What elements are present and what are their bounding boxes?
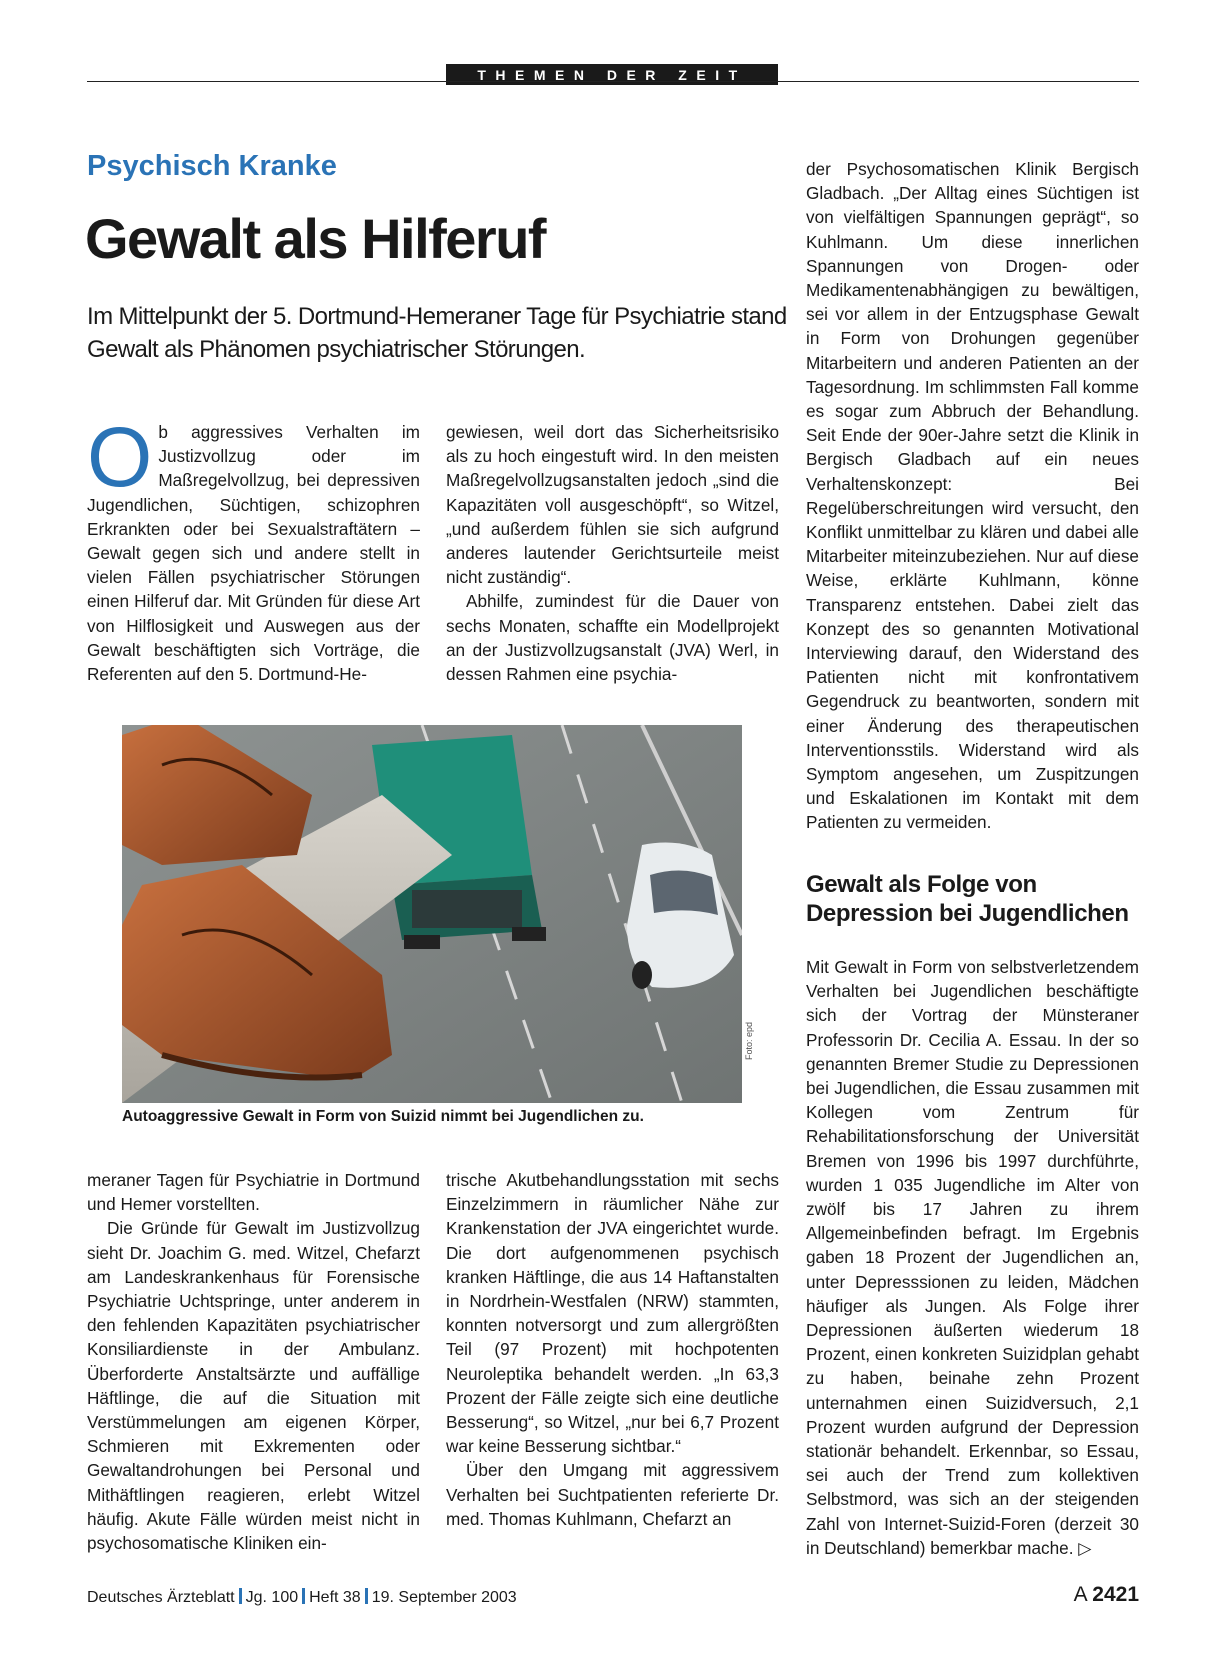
section-subhead: Gewalt als Folge von Depression bei Jugendlichen xyxy=(806,871,1129,927)
column-left-top xyxy=(87,410,420,686)
section-label: THEMEN DER ZEIT xyxy=(446,64,778,85)
photo-shoes-over-highway xyxy=(122,725,742,1103)
page-footer xyxy=(87,1588,517,1607)
column-right-bottom xyxy=(806,955,1139,1560)
journal-name: Deutsches Ärzteblatt xyxy=(87,1589,235,1606)
column-left-bottom xyxy=(87,1168,420,1555)
dropcap: O xyxy=(87,410,153,504)
body-paragraph: der Psychosomatischen Klinik Bergisch Gladbach. „Der Alltag eines Süchtigen ist von vielfältigen Spannungen geprägt“, so Kuhlmann. Um diese innerlichen Spannungen von Drogen- oder Medikamentenabhängigen zu bewältigen, sei vor allem in der Entzugsphase Gewalt in Form von Drohungen gegenüber Mitarbeitern und anderen Patienten an der Tagesordnung. Im schlimmsten Fall komme es sogar zum Abbruch der Behandlung. Seit Ende der 90er-Jahre setzt die Klinik in Bergisch Gladbach auf ein neues Verhaltenskonzept: Bei Regelüberschreitungen wird versucht, den Konflikt unmittelbar zu klären und dabei alle Mitarbeiter miteinzubeziehen. Nur auf diese Weise, erklärte Kuhlmann, könne Transparenz entstehen. Dabei zielt das Konzept des so genannten Motivational Interviewing darauf, den Widerstand des Patienten nicht mit konfrontativem Gegendruck zu beantworten, sondern mit einer Änderung des therapeutischen Interventionsstils. Widerstand wird als Symptom angesehen, um Zuspitzungen und Eskalationen im Kontakt mit dem Patienten zu vermeiden. xyxy=(806,159,1139,833)
article-photo xyxy=(122,725,742,1103)
page-prefix: A xyxy=(1073,1583,1087,1606)
header-rule xyxy=(87,81,1139,82)
column-right-top xyxy=(806,157,1139,835)
journal-volume: Jg. 100 xyxy=(245,1589,299,1606)
journal-issue: Heft 38 xyxy=(309,1589,361,1606)
article-lede: Im Mittelpunkt der 5. Dortmund-Hemeraner Tage für Psychiatrie stand Gewalt als Phänomen psychiatrischer Störungen. xyxy=(87,303,787,363)
body-paragraph: Mit Gewalt in Form von selbstverletzendem Verhalten bei Jugendlichen beschäftigte sich der Vortrag der Münsteraner Professorin Dr. Cecilia A. Essau. In der so genannten Bremer Studie zu Depressionen bei Jugendlichen, die Essau zusammen mit Kollegen vom Zentrum für Rehabilitationsforschung der Universität Bremen von 1996 bis 1997 durchführte, wurden 1 035 Jugendliche im Alter von zwölf bis 17 Jahren zu ihrem Allgemeinbefinden befragt. Im Ergebnis gaben 18 Prozent der Jugendlichen an, unter Depresssionen zu leiden, Mädchen häufiger als Jungen. Als Folge ihrer Depressionen äußerten wiederum 18 Prozent, einen konkreten Suizidplan gehabt zu haben, beinahe zehn Prozent unternahmen einen Suizidversuch, 2,1 Prozent wurden aufgrund der Depression stationär behandelt. Erkennbar, so Essau, sei auch der Trend zum kollektiven Selbstmord, was sich an der steigenden Zahl von Internet-Suizid-Foren (derzeit 30 in Deutschland) bemerkbar mache. xyxy=(806,957,1139,1558)
column-middle-bottom xyxy=(446,1168,779,1531)
photo-caption: Autoaggressive Gewalt in Form von Suizid nimmt bei Jugendlichen zu. xyxy=(122,1108,644,1125)
article-kicker: Psychisch Kranke xyxy=(87,150,337,182)
body-paragraph: Die Gründe für Gewalt im Justizvollzug sieht Dr. Joachim G. med. Witzel, Chefarzt am Landeskrankenhaus für Forensische Psychiatrie Uchtspringe, unter anderem in den fehlenden Kapazitäten psychiatrischer Konsiliardienste in der Ambulanz. Überforderte Anstaltsärzte und auffällige Häftlinge, die auf die Situation mit Verstümmelungen am eigenen Körper, Schmieren mit Exkrementen oder Gewaltandrohungen bei Personal und Mithäftlingen reagieren, erlebt Witzel häufig. Akute Fälle würden meist nicht in psychosomatische Kliniken ein- xyxy=(87,1218,420,1554)
body-paragraph: trische Akutbehandlungsstation mit sechs Einzelzimmern in räumlicher Nähe zur Krankenstation der JVA eingerichtet wurde. Die dort aufgenommenen psychisch kranken Häftlinge, die aus 14 Haftanstalten in Nordrhein-Westfalen (NRW) stammten, konnten notversorgt und zum allergrößten Teil (97 Prozent) mit hochpotenten Neuroleptika behandelt werden. „In 63,3 Prozent der Fälle zeigte sich eine deutliche Besserung“, so Witzel, „nur bei 6,7 Prozent war keine Besserung sichtbar.“ xyxy=(446,1170,779,1457)
column-middle-top xyxy=(446,420,779,686)
page-number-value: 2421 xyxy=(1092,1583,1139,1606)
photo-credit: Foto: epd xyxy=(744,1021,754,1060)
body-paragraph: Abhilfe, zumindest für die Dauer von sechs Monaten, schaffte ein Modellprojekt an der Justizvollzugsanstalt (JVA) Werl, in dessen Rahmen eine psychia- xyxy=(446,591,779,685)
issue-date: 19. September 2003 xyxy=(371,1589,517,1606)
continue-arrow-icon: ▷ xyxy=(1078,1537,1092,1558)
footer-separator xyxy=(365,1588,368,1604)
body-text: b aggressives Verhalten im Justizvollzug oder im Maßregelvollzug, bei depressiven Jugendlichen, Süchtigen, schizophren Erkrankten oder bei Sexualstraftätern – Gewalt gegen sich und andere stellt in vielen Fällen psychiatrischer Störungen einen Hilferuf dar. Mit Gründen für diese Art von Hilflosigkeit und Auswegen aus der Gewalt beschäftigten sich Vorträge, die Referenten auf den 5. Dortmund-He- xyxy=(87,422,420,685)
footer-separator xyxy=(239,1588,242,1604)
body-paragraph: gewiesen, weil dort das Sicherheitsrisiko als zu hoch eingestuft wird. In den meisten Maßregelvollzugsanstalten jedoch „sind die Kapazitäten voll ausgeschöpft“, so Witzel, „und außerdem fühlen sie sich aufgrund anderes lautender Gerichtsurteile meist nicht zuständig“. xyxy=(446,422,779,588)
footer-separator xyxy=(302,1588,305,1604)
body-paragraph: Über den Umgang mit aggressivem Verhalten bei Suchtpatienten referierte Dr. med. Thomas Kuhlmann, Chefarzt an xyxy=(446,1460,779,1529)
page-number xyxy=(1074,1583,1139,1607)
body-paragraph: meraner Tagen für Psychiatrie in Dortmund und Hemer vorstellten. xyxy=(87,1170,420,1215)
article-title: Gewalt als Hilferuf xyxy=(85,207,546,270)
